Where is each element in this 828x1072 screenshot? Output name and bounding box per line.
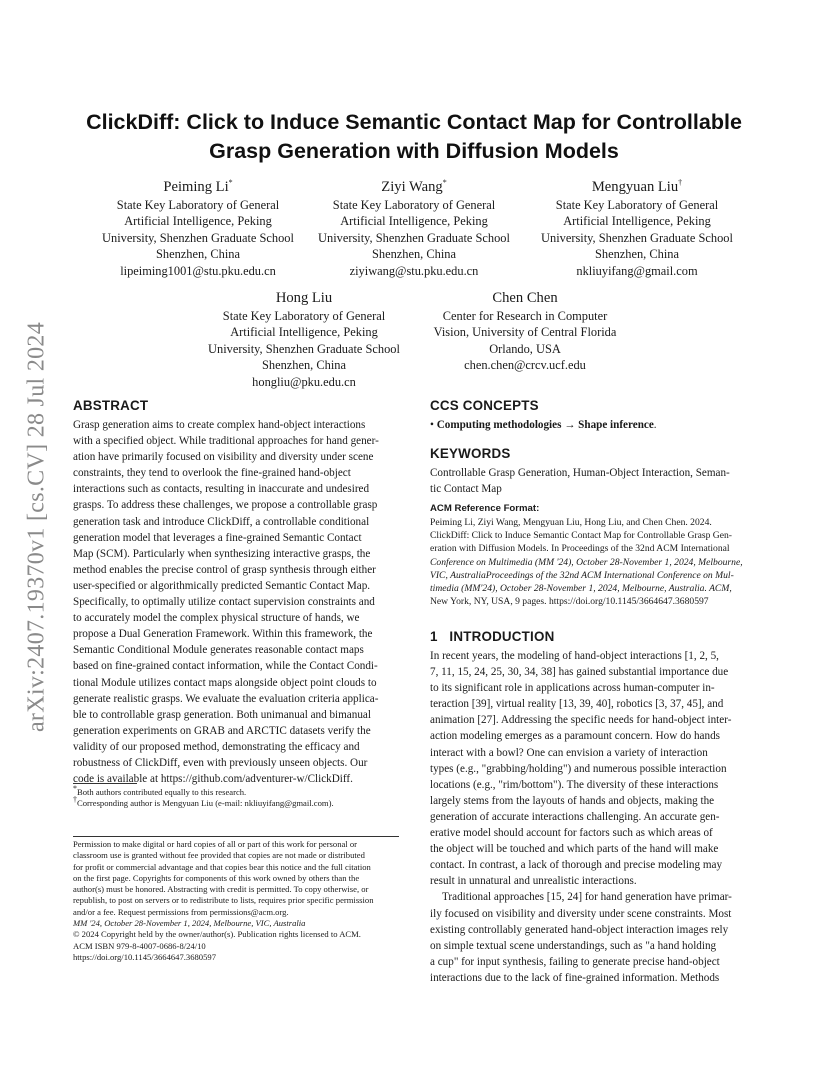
paper-title — [60, 108, 768, 166]
keywords-body — [430, 465, 730, 497]
author-email: nkliuyifang@gmail.com — [576, 263, 698, 278]
permission-block — [73, 839, 403, 963]
author-affiliation: State Key Laboratory of General — [116, 198, 280, 212]
intro-heading: 1 INTRODUCTION — [430, 629, 555, 644]
abstract-line: generation task and introduce ClickDiff, a controllable conditional — [73, 515, 370, 528]
abstract-body — [73, 417, 399, 787]
abstract-line: with a specified object. While traditional approaches for hand gener- — [73, 435, 379, 448]
author-mark: * — [442, 178, 447, 188]
author-block — [189, 289, 419, 390]
abstract-line: user-specified or algorithmically predicted Semantic Contact Map. — [73, 579, 371, 592]
doi-line: https://doi.org/10.1145/3664647.3680597 — [73, 951, 216, 962]
intro-line: Traditional approaches [15, 24] for hand generation have primar- — [442, 891, 732, 904]
abstract-line: method enables the precise control of grasp synthesis through either — [73, 563, 376, 576]
ccs-heading: CCS CONCEPTS — [430, 398, 539, 413]
footnote: *Both authors contributed equally to this research. — [73, 784, 247, 797]
intro-line: result in unnatural and unrealistic interactions. — [430, 875, 637, 888]
permission-line: for profit or commercial advantage and that copies bear this notice and the full citation — [73, 861, 371, 872]
acm-ref-line: Peiming Li, Ziyi Wang, Mengyuan Liu, Hong Liu, and Chen Chen. 2024. — [430, 517, 712, 528]
bullet-icon: • — [430, 419, 434, 431]
acm-ref-line: New York, NY, USA, 9 pages. https://doi.org/10.1145/3664647.3680597 — [430, 596, 709, 608]
intro-line: interactions due to the lack of fine-grained information. Methods — [430, 971, 720, 984]
venue-line: MM '24, October 28-November 1, 2024, Melbourne, VIC, Australia — [73, 918, 306, 929]
title-line: Grasp Generation with Diffusion Models — [209, 139, 619, 163]
abstract-line: interactions such as contacts, resulting in inaccurate and undesired — [73, 483, 370, 496]
abstract-line: generation model that leverages a fine-grained Semantic Contact — [73, 531, 362, 544]
author-affiliation: University, Shenzhen Graduate School — [541, 230, 733, 245]
abstract-line: ble to controllable grasp generation. Both unimanual and bimanual — [73, 708, 371, 721]
acm-ref-line: Conference on Multimedia (MM '24), October 28-November 1, 2024, Melbourne, — [430, 556, 743, 568]
author-affiliation: University, Shenzhen Graduate School — [102, 230, 294, 245]
author-block — [410, 289, 640, 374]
author-name: Hong Liu — [275, 290, 333, 306]
abstract-line: ation have primarily focused on visibility and diversity under scene — [73, 451, 374, 464]
author-name: Chen Chen — [492, 290, 558, 306]
abstract-line: constraints, they tend to overlook the fine-grained hand-object — [73, 467, 351, 480]
abstract-line: tional Module utilizes contact maps alongside object point clouds to — [73, 676, 377, 689]
intro-line: the object will be touched and which parts of the hand will make — [430, 843, 719, 856]
author-affiliation: State Key Laboratory of General — [555, 198, 719, 212]
abstract-line: grasps. To address these challenges, we propose a controllable grasp — [73, 499, 378, 512]
permission-line: author(s) must be honored. Abstracting with credit is permitted. To copy otherwise, or — [73, 884, 369, 895]
permission-line: Permission to make digital or hard copies of all or part of this work for personal or — [73, 839, 358, 849]
author-block — [299, 178, 529, 279]
permission-line: on the first page. Copyrights for components of this work owned by others than the — [73, 872, 360, 883]
abstract-line: based on fine-grained contact information, while the Contact Condi- — [73, 660, 378, 673]
abstract-line: Map (SCM). Particularly when synthesizing interactive grasps, the — [73, 547, 371, 560]
arrow-icon: → — [564, 419, 576, 431]
acm-ref-heading: ACM Reference Format: — [430, 503, 540, 514]
intro-line: animation [27]. Addressing the specific needs for hand-object inter- — [430, 714, 732, 727]
footnotes — [73, 784, 403, 810]
permission-line: classroom use is granted without fee provided that copies are not made or distributed — [73, 850, 365, 861]
author-name: Ziyi Wang* — [381, 178, 447, 195]
intro-line: locations (e.g., "rim/bottom"). The diversity of these interactions — [430, 778, 719, 791]
intro-body — [430, 648, 756, 986]
author-affiliation: Artificial Intelligence, Peking — [563, 214, 711, 229]
abstract-line: validity of our proposed method, demonstrating the efficacy and — [73, 740, 360, 753]
abstract-line: to accurately model the complex physical structure of hands, we — [73, 612, 360, 625]
keywords-heading: KEYWORDS — [430, 446, 511, 461]
abstract-line: Specifically, to optimally utilize contact supervision constraints and — [73, 596, 375, 609]
intro-line: ily focused on visibility and diversity under scene constraints. Most — [430, 907, 732, 920]
keywords-line: Controllable Grasp Generation, Human-Object Interaction, Seman- — [430, 467, 730, 479]
permission-rule — [73, 836, 399, 837]
author-affiliation: Artificial Intelligence, Peking — [340, 214, 488, 229]
ccs-concept: Computing methodologies — [436, 419, 562, 431]
abstract-line: robustness of ClickDiff, even with previously unseen objects. Our — [73, 756, 368, 769]
intro-line: In recent years, the modeling of hand-object interactions [1, 2, 5, — [430, 650, 719, 662]
acm-ref-line: eration with Diffusion Models. In Proceedings of the 32nd ACM International — [430, 543, 730, 555]
title-line: ClickDiff: Click to Induce Semantic Contact Map for Controllable — [86, 110, 742, 134]
abstract-line: propose a Dual Generation Framework. Within this framework, the — [73, 628, 373, 641]
intro-line: a cup" for input synthesis, failing to generate precise hand-object — [430, 955, 720, 968]
abstract-line: code is available at https://github.com/adventurer-w/ClickDiff. — [73, 773, 353, 786]
intro-line: contact. In contrast, a lack of thorough and precise modeling may — [430, 859, 723, 872]
author-affiliation: State Key Laboratory of General — [222, 309, 386, 323]
abstract-line: Semantic Conditional Module generates reasonable contact maps — [73, 644, 364, 657]
intro-line: largely stems from the layouts of hands and objects, making the — [430, 794, 715, 807]
copyright-line: © 2024 Copyright held by the owner/author(s). Publication rights licensed to ACM. — [73, 929, 361, 940]
acm-ref-line: ClickDiff: Click to Induce Semantic Contact Map for Controllable Grasp Gen- — [430, 530, 732, 542]
permission-line: and/or a fee. Request permissions from permissions@acm.org. — [73, 906, 289, 917]
arxiv-stamp-text: arXiv:2407.19370v1 [cs.CV] 28 Jul 2024 — [23, 321, 50, 733]
author-affiliation: Shenzhen, China — [595, 247, 679, 262]
intro-line: 7, 11, 15, 24, 25, 30, 34, 38] has gained substantial importance due — [430, 666, 729, 679]
author-affiliation: Orlando, USA — [489, 341, 561, 356]
abstract-line: generate realistic grasps. We evaluate the evaluation criteria applica- — [73, 692, 379, 705]
intro-line: erative model should account for factors such as which areas of — [430, 827, 713, 840]
intro-line: on simple textual scene understandings, such as "a hand holding — [430, 939, 717, 952]
author-mark: * — [228, 178, 233, 188]
author-name: Peiming Li* — [163, 178, 233, 195]
abstract-line: Grasp generation aims to create complex hand-object interactions — [73, 419, 366, 431]
acm-ref-line: timedia (MM'24), October 28-November 1, 2024, Melbourne, Australia. ACM, — [430, 583, 732, 595]
author-block — [522, 178, 752, 279]
author-mark: † — [678, 178, 683, 188]
author-affiliation: University, Shenzhen Graduate School — [208, 341, 400, 356]
intro-line: action modeling emerges as a paramount concern. How do hands — [430, 730, 720, 743]
author-affiliation: Center for Research in Computer — [442, 309, 608, 323]
intro-line: to its significant role in applications across human-computer in- — [430, 682, 715, 695]
intro-line: generation of accurate interactions challenging. An accurate gen- — [430, 810, 720, 823]
ccs-subconcept: Shape inference — [578, 419, 654, 431]
author-affiliation: Shenzhen, China — [372, 247, 456, 262]
isbn-line: ACM ISBN 979-8-4007-0686-8/24/10 — [73, 940, 206, 951]
intro-line: teraction [39], virtual reality [13, 39, 40], robotics [3, 37, 45], and — [430, 698, 724, 711]
ccs-concepts: • Computing methodologies → Shape inference. — [430, 419, 657, 431]
permission-line: republish, to post on servers or to redistribute to lists, requires prior specific permission — [73, 895, 374, 906]
intro-line: interact with a bowl? One can envision a variety of interaction — [430, 746, 708, 759]
footnote-rule — [73, 783, 137, 784]
intro-line: types (e.g., "grabbing/holding") and numerous possible interaction — [430, 762, 727, 775]
arxiv-stamp — [22, 297, 52, 757]
author-affiliation: Artificial Intelligence, Peking — [124, 214, 272, 229]
footnote: †Corresponding author is Mengyuan Liu (e-mail: nkliuyifang@gmail.com). — [73, 795, 334, 809]
author-email: chen.chen@crcv.ucf.edu — [464, 358, 586, 373]
author-block — [83, 178, 313, 279]
abstract-line: generation experiments on GRAB and ARCTIC datasets verify the — [73, 724, 371, 737]
author-name: Mengyuan Liu† — [591, 178, 683, 195]
author-affiliation: Shenzhen, China — [262, 358, 346, 373]
acm-ref-body — [430, 516, 743, 608]
author-email: ziyiwang@stu.pku.edu.cn — [349, 263, 479, 278]
acm-ref-line: VIC, AustraliaProceedings of the 32nd ACM International Conference on Mul- — [430, 569, 734, 581]
author-affiliation: University, Shenzhen Graduate School — [318, 230, 510, 245]
author-affiliation: State Key Laboratory of General — [332, 198, 496, 212]
author-email: hongliu@pku.edu.cn — [252, 374, 356, 389]
author-email: lipeiming1001@stu.pku.edu.cn — [120, 263, 276, 278]
keywords-line: tic Contact Map — [430, 483, 502, 496]
intro-line: existing controllably generated hand-object interaction images rely — [430, 923, 729, 936]
abstract-heading: ABSTRACT — [73, 398, 149, 413]
author-affiliation: Shenzhen, China — [156, 247, 240, 262]
author-affiliation: Artificial Intelligence, Peking — [230, 325, 378, 340]
author-affiliation: Vision, University of Central Florida — [433, 325, 617, 340]
